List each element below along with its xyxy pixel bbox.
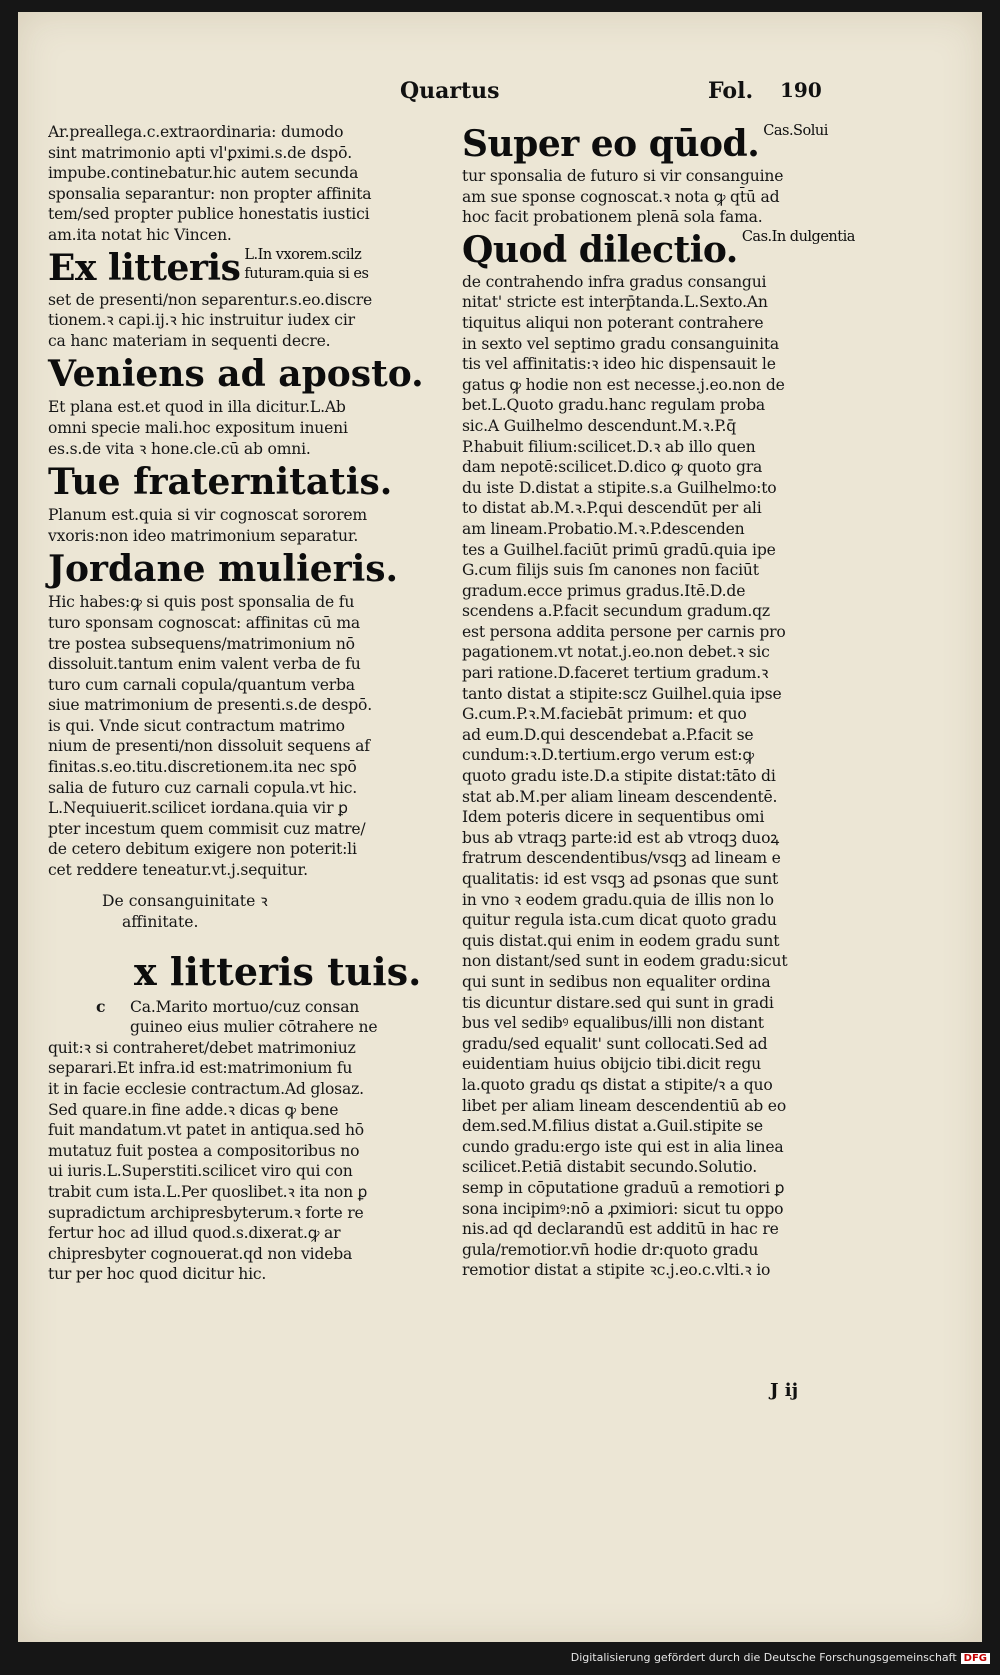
- text-line: cet reddere teneatur.vt.j.sequitur.: [48, 861, 308, 880]
- text-line: fratrum descendentibus/vsqꝫ ad lineam e: [462, 849, 781, 868]
- running-head-fol: Fol.: [708, 78, 754, 104]
- text-line: sic.A Guilhelmo descendunt.M.ꝛ.P.q̄: [462, 416, 737, 435]
- text-line: cundo gradu:ergo iste qui est in alia linea: [462, 1137, 784, 1156]
- text-line: gradu/sed equalit' sunt collocati.Sed ad: [462, 1034, 768, 1053]
- text-line: qualitatis: id est vsqꝫ ad ꝑsonas que sunt: [462, 870, 779, 888]
- text-line: guineo eius mulier cōtrahere ne: [130, 1018, 378, 1037]
- chapter-title-line: De consanguinitate ꝛ: [102, 891, 268, 910]
- text-line: Planum est.quia si vir cognoscat sororem: [48, 506, 367, 525]
- text-line: bet.L.Quoto gradu.hanc regulam proba: [462, 396, 765, 415]
- text-line: am lineam.Probatio.M.ꝛ.P.descenden: [462, 519, 745, 538]
- text-line: scendens a.P.facit secundum gradum.qz: [462, 602, 770, 621]
- heading-text: Super eo qūod.: [462, 123, 760, 165]
- heading-text: Quod dilectio.: [462, 228, 738, 271]
- text-line: bus vel sedibꝰ equalibus/illi non distant: [462, 1014, 764, 1033]
- text-line: la.quoto gradu qs distat a stipite/ꝛ a quo: [462, 1075, 773, 1094]
- text-line: supradictum archipresbyterum.ꝛ forte re: [48, 1203, 364, 1222]
- text-line: cundum:ꝛ.D.tertium.ergo verum est:ꝙ: [462, 746, 754, 765]
- text-line: scilicet.P.etiā distabit secundo.Solutio.: [462, 1158, 757, 1177]
- text-line: gula/remotior.vn̄ hodie dr:quoto gradu: [462, 1240, 759, 1259]
- text-line: tes a Guilhel.faciūt primū gradū.quia ipe: [462, 540, 776, 559]
- text-line: gatus ꝙ hodie non est necesse.j.eo.non de: [462, 375, 785, 394]
- text-line: tur sponsalia de futuro si vir consanguine: [462, 167, 784, 185]
- dfg-logo: DFG: [961, 1653, 990, 1664]
- text-line: est persona addita persone per carnis pro: [462, 622, 786, 641]
- text-line: stat ab.M.per aliam lineam descendentē.: [462, 787, 778, 806]
- text-line: impube.continebatur.hic autem secunda: [48, 164, 359, 183]
- text-line: am sue sponse cognoscat.ꝛ nota ꝙ qt̄ū ad: [462, 187, 780, 206]
- text-line: dissoluit.tantum enim valent verba de fu: [48, 655, 361, 674]
- paragraph: [48, 997, 426, 1285]
- text-line: tis vel affinitatis:ꝛ ideo hic dispensauit le: [462, 355, 776, 374]
- text-line: quit:ꝛ si contraheret/debet matrimoniuz: [48, 1038, 356, 1057]
- chapter-title-line: affinitate.: [122, 912, 199, 931]
- text-line: separari.Et infra.id est:matrimonium fu: [48, 1059, 353, 1078]
- text-line: tionem.ꝛ capi.ij.ꝛ hic instruitur iudex cir: [48, 311, 355, 330]
- text-line: G.cum.P.ꝛ.M.faciebāt primum: et quo: [462, 705, 747, 724]
- text-line: am.ita notat hic Vincen.: [48, 225, 232, 244]
- text-line: tanto distat a stipite:scz Guilhel.quia ipse: [462, 684, 782, 703]
- text-line: quitur regula ista.cum dicat quoto gradu: [462, 911, 777, 930]
- text-line: salia de futuro cuz carnali copula.vt hic.: [48, 778, 358, 797]
- text-line: ad eum.D.qui descendebat a.P.facit se: [462, 725, 754, 744]
- left-column: [48, 122, 426, 1285]
- text-line: es.s.de vita ꝛ hone.cle.cū ab omni.: [48, 439, 311, 458]
- text-line: in vno ꝛ eodem gradu.quia de illis non lo: [462, 890, 774, 909]
- text-line: gradum.ecce primus gradus.Itē.D.de: [462, 581, 746, 600]
- text-line: quoto gradu iste.D.a stipite distat:tāto di: [462, 767, 776, 786]
- text-line: du iste D.distat a stipite.s.a Guilhelmo:to: [462, 478, 777, 497]
- text-line: dem.sed.M.filius distat a.Guil.stipite se: [462, 1117, 763, 1136]
- text-line: Sed quare.in fine adde.ꝛ dicas ꝙ bene: [48, 1100, 339, 1119]
- text-line: ca hanc materiam in sequenti decre.: [48, 331, 331, 350]
- text-line: Hic habes:ꝙ si quis post sponsalia de fu: [48, 593, 355, 612]
- chapter-title: [102, 891, 426, 933]
- text-line: tis dicuntur distare.sed qui sunt in gradi: [462, 993, 774, 1012]
- text-line: sint matrimonio apti vl'ꝑximi.s.de dspō.: [48, 143, 353, 162]
- text-line: trabit cum ista.L.Per quoslibet.ꝛ ita non ꝑ: [48, 1182, 368, 1201]
- text-line: P.habuit filium:scilicet.D.ꝛ ab illo quen: [462, 437, 756, 456]
- running-head-section: Quartus: [400, 78, 500, 104]
- text-line: Ar.preallega.c.extraordinaria: dumodo: [48, 123, 344, 141]
- paragraph: [48, 290, 426, 352]
- folio-number: 190: [780, 78, 822, 102]
- digitization-credit: [520, 1651, 990, 1664]
- text-line: vxoris:non ideo matrimonium separatur.: [48, 526, 359, 545]
- text-line: fertur hoc ad illud quod.s.dixerat.ꝙ ar: [48, 1224, 341, 1243]
- text-line: nium de presenti/non dissoluit sequens af: [48, 737, 370, 756]
- text-line: non distant/sed sunt in eodem gradu:sicut: [462, 952, 788, 971]
- text-line: quis distat.qui enim in eodem gradu sunt: [462, 931, 780, 950]
- right-column: [462, 122, 855, 1281]
- text-line: remotior distat a stipite ꝛc.j.eo.c.vlti.ꝛ io: [462, 1261, 771, 1280]
- text-line: turo cum carnali copula/quantum verba: [48, 675, 355, 694]
- paragraph: [462, 166, 814, 228]
- heading-gloss: Cas.In dulgentia: [741, 228, 855, 245]
- text-line: is qui. Vnde sicut contractum matrimo: [48, 716, 345, 735]
- text-line: fuit mandatum.vt patet in antiqua.sed hō: [48, 1121, 364, 1140]
- text-line: G.cum filijs suis ſm canones non faciūt: [462, 561, 759, 580]
- credit-text: Digitalisierung gefördert durch die Deutsche Forschungsgemeinschaft: [570, 1651, 957, 1664]
- text-line: tem/sed propter publice honestatis iustici: [48, 205, 370, 224]
- section-heading: Jordane mulieris.: [48, 548, 399, 591]
- text-line: pter incestum quem commisit cuz matre/: [48, 819, 366, 838]
- paragraph: [48, 592, 426, 880]
- paragraph: [48, 122, 426, 246]
- section-heading: Veniens ad aposto.: [48, 353, 424, 396]
- text-line: qui sunt in sedibus non equaliter ordina: [462, 972, 771, 991]
- paragraph: [48, 397, 426, 459]
- section-heading: Tue fraternitatis.: [48, 461, 393, 504]
- section-heading: [462, 122, 828, 166]
- text-line: Ca.Marito mortuo/cuz consan: [130, 997, 360, 1016]
- initial-letter: c: [96, 996, 106, 1016]
- text-line: pagationem.vt notat.j.eo.non debet.ꝛ sic: [462, 643, 770, 662]
- section-heading: [48, 246, 426, 290]
- signature-mark: J ij: [770, 1380, 799, 1401]
- chapter-heading: x litteris tuis.: [134, 948, 422, 994]
- text-line: turo sponsam cognoscat: affinitas cū ma: [48, 613, 361, 632]
- text-line: pari ratione.D.faceret tertium gradum.ꝛ: [462, 664, 769, 683]
- text-line: finitas.s.eo.titu.discretionem.ita nec spō: [48, 758, 357, 777]
- text-line: in sexto vel septimo gradu consanguinita: [462, 334, 780, 353]
- text-line: siue matrimonium de presenti.s.de despō.: [48, 696, 372, 715]
- text-line: set de presenti/non separentur.s.eo.discre: [48, 290, 372, 309]
- section-heading: [462, 228, 855, 272]
- text-line: nis.ad qd declarandū est additū in hac re: [462, 1220, 779, 1239]
- text-line: tiquitus aliqui non poterant contrahere: [462, 313, 764, 332]
- text-line: libet per aliam lineam descendentiū ab eo: [462, 1096, 787, 1115]
- text-line: de cetero debitum exigere non poterit:li: [48, 840, 357, 859]
- text-line: chipresbyter cognouerat.qd non videba: [48, 1244, 353, 1263]
- text-line: dam nepotē:scilicet.D.dico ꝙ quoto gra: [462, 458, 763, 477]
- paragraph: [48, 505, 426, 546]
- text-line: bus ab vtraqꝫ parte:id est ab vtroqꝫ duoꝝ: [462, 828, 780, 847]
- text-line: mutatuz fuit postea a compositoribus no: [48, 1141, 360, 1160]
- text-line: Idem poteris dicere in sequentibus omi: [462, 808, 765, 827]
- text-line: de contrahendo infra gradus consangui: [462, 272, 767, 291]
- heading-gloss: L.In vxorem.scilz futuram.quia si es: [244, 246, 369, 282]
- text-line: ui iuris.L.Superstiti.scilicet viro qui con: [48, 1162, 353, 1181]
- text-line: sponsalia separantur: non propter affinita: [48, 184, 372, 203]
- text-line: nitat' stricte est interp̄tanda.L.Sexto.An: [462, 293, 768, 312]
- text-line: omni specie mali.hoc expositum inueni: [48, 418, 348, 437]
- heading-text: Ex litteris: [48, 246, 241, 289]
- text-line: it in facie ecclesie contractum.Ad glosaz.: [48, 1080, 364, 1098]
- text-line: semp in cōputatione graduū a remotiori ꝑ: [462, 1178, 785, 1197]
- text-line: sona incipimꝰ:nō a ꝓximiori: sicut tu oppo: [462, 1199, 784, 1218]
- text-line: hoc facit probationem plenā sola fama.: [462, 208, 763, 227]
- text-line: to distat ab.M.ꝛ.P.qui descendūt per ali: [462, 499, 762, 518]
- text-line: euidentiam huius obijcio tibi.dicit regu: [462, 1055, 761, 1074]
- paragraph: [462, 272, 814, 1281]
- text-line: tur per hoc quod dicitur hic.: [48, 1265, 267, 1284]
- heading-gloss: Cas.Solui: [763, 123, 828, 139]
- text-line: Et plana est.et quod in illa dicitur.L.Ab: [48, 398, 346, 417]
- text-line: L.Nequiuerit.scilicet iordana.quia vir ꝑ: [48, 799, 348, 818]
- text-line: tre postea subsequens/matrimonium nō: [48, 634, 355, 653]
